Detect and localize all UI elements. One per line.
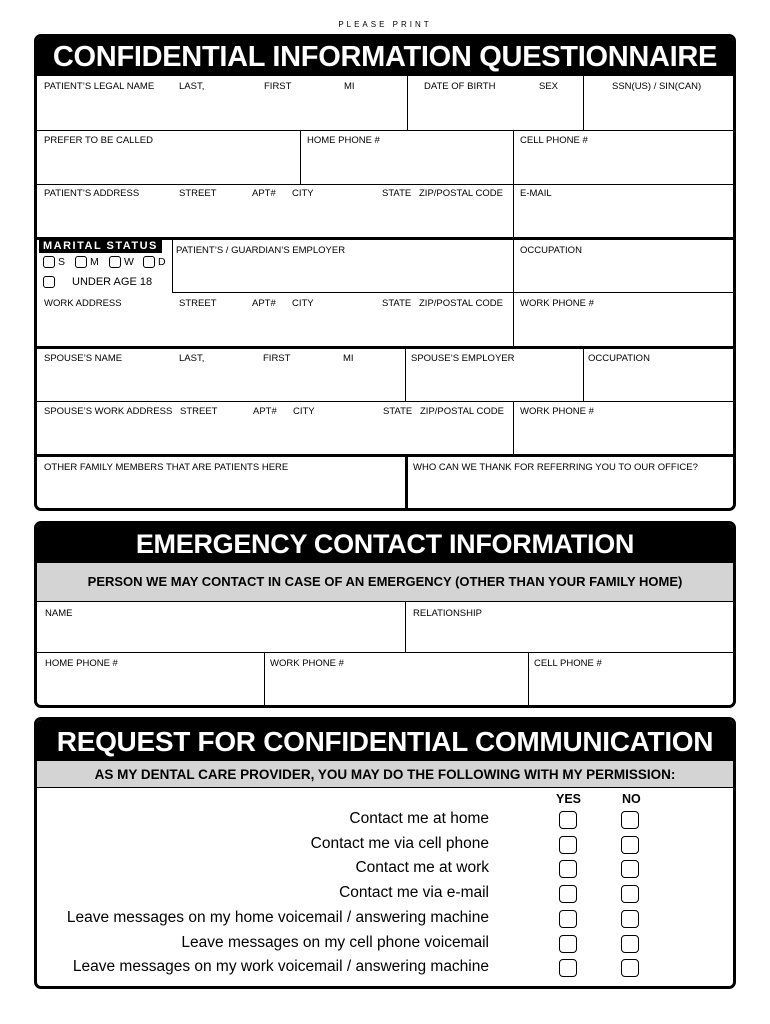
spouse-zip-label: ZIP/POSTAL CODE	[420, 406, 504, 417]
yes-checkbox[interactable]	[559, 811, 577, 829]
city-label: CITY	[292, 188, 314, 199]
last-name-label: LAST,	[179, 81, 205, 92]
spouse-work-phone-label: WORK PHONE #	[520, 406, 594, 417]
work-phone-label: WORK PHONE #	[520, 298, 594, 309]
section-title-confidential-info: CONFIDENTIAL INFORMATION QUESTIONNAIRE	[37, 37, 733, 76]
marital-married-checkbox[interactable]	[75, 256, 87, 268]
cell-phone-label: CELL PHONE #	[520, 135, 588, 146]
no-column-header: NO	[622, 792, 641, 806]
yes-checkbox[interactable]	[559, 935, 577, 953]
emergency-work-phone-label: WORK PHONE #	[270, 658, 344, 669]
yes-checkbox[interactable]	[559, 910, 577, 928]
spouse-last-label: LAST,	[179, 353, 205, 364]
work-zip-label: ZIP/POSTAL CODE	[419, 298, 503, 309]
marital-widowed-checkbox[interactable]	[109, 256, 121, 268]
state-label: STATE	[382, 188, 412, 199]
marital-status-heading: MARITAL STATUS	[39, 239, 162, 253]
permission-question: Contact me via cell phone	[310, 834, 489, 852]
no-checkbox[interactable]	[621, 836, 639, 854]
emergency-relationship-label: RELATIONSHIP	[413, 608, 482, 619]
work-apt-label: APT#	[252, 298, 276, 309]
marital-widowed-label: W	[124, 256, 134, 268]
no-checkbox[interactable]	[621, 885, 639, 903]
spouse-employer-label: SPOUSE’S EMPLOYER	[411, 353, 515, 364]
marital-married-label: M	[90, 256, 99, 268]
date-of-birth-label: DATE OF BIRTH	[424, 81, 496, 92]
no-checkbox[interactable]	[621, 935, 639, 953]
spouse-occupation-label: OCCUPATION	[588, 353, 650, 364]
permission-question: Leave messages on my work voicemail / answering machine	[72, 958, 489, 976]
patient-legal-name-label: PATIENT’S LEGAL NAME	[44, 81, 155, 92]
spouse-state-label: STATE	[383, 406, 413, 417]
yes-column-header: YES	[556, 792, 582, 806]
first-name-label: FIRST	[264, 81, 292, 92]
work-city-label: CITY	[292, 298, 314, 309]
spouse-apt-label: APT#	[253, 406, 277, 417]
work-address-label: WORK ADDRESS	[44, 298, 122, 309]
zip-label: ZIP/POSTAL CODE	[419, 188, 503, 199]
marital-single-checkbox[interactable]	[43, 256, 55, 268]
section-title-emergency-contact: EMERGENCY CONTACT INFORMATION	[37, 524, 733, 562]
spouse-street-label: STREET	[180, 406, 218, 417]
yes-checkbox[interactable]	[559, 860, 577, 878]
please-print-note: PLEASE PRINT	[338, 20, 432, 29]
permission-question: Contact me at home	[349, 810, 489, 827]
section-title-confidential-communication: REQUEST FOR CONFIDENTIAL COMMUNICATION	[37, 720, 733, 760]
prefer-to-be-called-label: PREFER TO BE CALLED	[44, 135, 153, 146]
patient-address-label: PATIENT’S ADDRESS	[44, 188, 140, 199]
other-family-label: OTHER FAMILY MEMBERS THAT ARE PATIENTS HERE	[44, 462, 289, 473]
under-age-18-checkbox[interactable]	[43, 276, 55, 288]
ssn-label: SSN(US) / SIN(CAN)	[612, 81, 702, 92]
spouse-city-label: CITY	[293, 406, 315, 417]
home-phone-label: HOME PHONE #	[307, 135, 380, 146]
emergency-home-phone-label: HOME PHONE #	[45, 658, 118, 669]
work-state-label: STATE	[382, 298, 412, 309]
emergency-subtitle: PERSON WE MAY CONTACT IN CASE OF AN EMERGENCY (OTHER THAN YOUR FAMILY HOME)	[37, 562, 733, 602]
yes-checkbox[interactable]	[559, 885, 577, 903]
permission-question: Contact me at work	[355, 859, 489, 877]
spouse-first-label: FIRST	[263, 353, 291, 364]
no-checkbox[interactable]	[621, 959, 639, 977]
permission-question: Contact me via e-mail	[339, 884, 489, 902]
no-checkbox[interactable]	[621, 910, 639, 928]
emergency-contact-section	[34, 521, 736, 708]
under-age-18-label: UNDER AGE 18	[72, 276, 153, 288]
spouse-mi-label: MI	[343, 353, 354, 364]
confidential-communication-section	[34, 717, 736, 989]
street-label: STREET	[179, 188, 217, 199]
emergency-name-label: NAME	[45, 608, 73, 619]
marital-divorced-checkbox[interactable]	[143, 256, 155, 268]
work-street-label: STREET	[179, 298, 217, 309]
marital-single-label: S	[58, 256, 66, 268]
no-checkbox[interactable]	[621, 811, 639, 829]
permission-question: Leave messages on my home voicemail / answering machine	[66, 908, 489, 926]
referral-label: WHO CAN WE THANK FOR REFERRING YOU TO OUR OFFICE?	[413, 462, 698, 473]
yes-checkbox[interactable]	[559, 836, 577, 854]
emergency-cell-phone-label: CELL PHONE #	[534, 658, 602, 669]
yes-checkbox[interactable]	[559, 959, 577, 977]
permission-question: Leave messages on my cell phone voicemail	[181, 933, 489, 951]
no-checkbox[interactable]	[621, 860, 639, 878]
apt-label: APT#	[252, 188, 276, 199]
occupation-label: OCCUPATION	[520, 245, 582, 256]
spouse-work-address-label: SPOUSE’S WORK ADDRESS	[44, 406, 173, 417]
marital-divorced-label: D	[158, 256, 166, 268]
sex-label: SEX	[539, 81, 559, 92]
communication-subtitle: AS MY DENTAL CARE PROVIDER, YOU MAY DO THE FOLLOWING WITH MY PERMISSION:	[37, 760, 733, 788]
middle-initial-label: MI	[344, 81, 355, 92]
employer-label: PATIENT’S / GUARDIAN’S EMPLOYER	[176, 245, 346, 256]
spouse-name-label: SPOUSE’S NAME	[44, 353, 123, 364]
confidential-info-section	[34, 34, 736, 511]
email-label: E-MAIL	[520, 188, 552, 199]
